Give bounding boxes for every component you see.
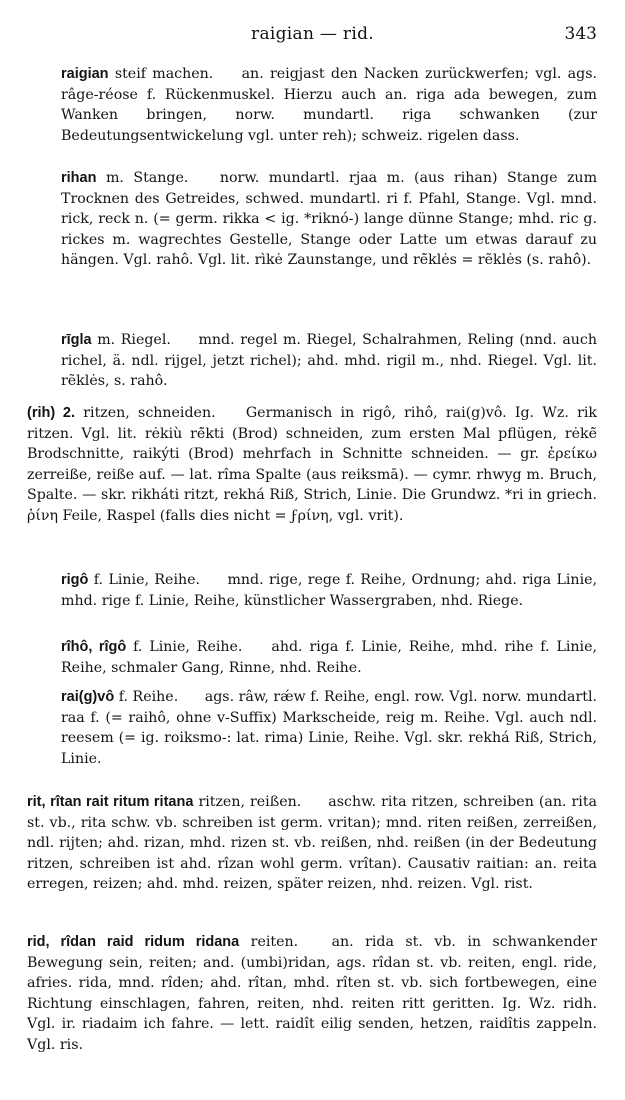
entry-gloss: steif machen. (114, 66, 214, 82)
running-head: raigian — rid. (251, 24, 374, 44)
entry-riho (61, 637, 597, 678)
entry-text: Germanisch in rigô, rihô, rai(g)vô. Ig. Wz. rik ritzen. Vgl. lit. rėkiù rė̃kti (Brod) schneiden, zum ersten Mal pflügen, rėkė̃ Brodschnitte, raikýti (Brod) mehrfach in Schnitte schneiden. — gr. ἐρείκω zerreiße, reiße auf. — lat. rîma Spalte (aus reiksmā). — cymr. rhwyg m. Bruch, Spalte. — skr. rikháti ritzt, rekhá Riß, Strich, Linie. Die Grundwz. *ri in griech. ῥίνη Feile, Raspel (falls dies nicht = ϝρίνη, vgl. vrit). (27, 405, 597, 524)
entry-lemma: rihan (61, 170, 97, 186)
entry-lemma: (rih) 2. (27, 405, 76, 421)
entry-gloss: m. Riegel. (97, 332, 171, 348)
entry-gloss: f. Linie, Reihe. (133, 639, 243, 655)
entry-gloss: f. Linie, Reihe. (93, 572, 201, 588)
entry-lemma: rīgla (61, 332, 92, 348)
entry-text: mnd. regel m. Riegel, Schalrahmen, Reling (nnd. auch richel, ä. ndl. rijgel, jetzt richel); ahd. mhd. rigil m., nhd. Riegel. Vgl. lit. rẽklės, s. rahô. (61, 332, 597, 390)
entry-text: mnd. rige, rege f. Reihe, Ordnung; ahd. riga Linie, mhd. rige f. Linie, Reihe, künstlicher Wassergraben, nhd. Riege. (61, 572, 598, 609)
entry-rih (27, 403, 597, 527)
entry-lemma: raigian (61, 66, 109, 82)
entry-raigian (61, 64, 597, 146)
entry-text: aschw. rita ritzen, schreiben (an. rita st. vb., rita schw. vb. schreiben ist germ. vritan); mnd. riten reißen, zerreißen, ndl. rijten; ahd. rizan, mhd. rizen st. vb. reißen, nhd. reißen (in der Bedeutung ritzen, schreiben ist ahd. rîzan wohl germ. vrîtan). Causativ raitian: an. reita erregen, reizen; ahd. mhd. reizen, später reizen, nhd. reizen. Vgl. rist. (27, 794, 597, 893)
entry-gloss: ritzen, schneiden. (83, 405, 216, 421)
entry-gloss: ritzen, reißen. (198, 794, 302, 810)
entry-gloss: m. Stange. (105, 170, 189, 186)
entry-lemma: rigô (61, 572, 89, 588)
entry-raigvo (61, 687, 597, 769)
entry-rihan (61, 168, 597, 271)
entry-text: ags. râw, rǽw f. Reihe, engl. row. Vgl. norw. mundartl. raa f. (= raihô, ohne v-Suffix) Markscheide, reig m. Reihe. Vgl. auch ndl. reesem (= ig. roiksmo-: lat. rima) Linie, Reihe. Vgl. skr. rekhá Riß, Strich, Linie. (61, 689, 597, 767)
page-header (0, 24, 625, 48)
entry-lemma: rai(g)vô (61, 689, 115, 705)
entry-rigla (61, 330, 597, 392)
entry-rigo (61, 570, 597, 611)
entry-lemma: rîhô, rîgô (61, 639, 127, 655)
entry-text: an. rida st. vb. in schwankender Bewegung sein, reiten; and. (umbi)ridan, ags. rîdan st. vb. reiten, engl. ride, afries. rida, mnd. rîden; ahd. rîtan, mhd. rîten st. vb. sich fortbewegen, eine Richtung einschlagen, fahren, reiten, nhd. reiten ritt geritten. Ig. Wz. ridh. Vgl. ir. riadaim ich fahre. — lett. raidît eilig senden, hetzen, raidîtis zappeln. Vgl. ris. (27, 934, 597, 1053)
entry-lemma: rid, rîdan raid ridum ridana (27, 934, 240, 950)
entry-text: norw. mundartl. rjaa m. (aus rihan) Stange zum Trocknen des Getreides, schwed. mundartl. ri f. Pfahl, Stange. Vgl. mnd. rick, reck n. (= germ. rikka < ig. *riknó-) lange dünne Stange; mhd. ric g. rickes m. wagrechtes Gestelle, Stange oder Latte um etwas darauf zu hängen. Vgl. rahô. Vgl. lit. rìkė Zaunstange, und rė̃klės = rẽklės (s. rahô). (61, 170, 598, 269)
entry-rit (27, 792, 597, 895)
entry-text: an. reigjast den Nacken zurückwerfen; vgl. ags. râge-réose f. Rückenmuskel. Hierzu auch an. riga ada bewegen, zum Wanken bringen, norw. mundartl. riga schwanken (zur Bedeutungsentwickelung vgl. unter reh); schweiz. rigelen dass. (61, 66, 597, 144)
entry-text: ahd. riga f. Linie, Reihe, mhd. rihe f. Linie, Reihe, schmaler Gang, Rinne, nhd. Reihe. (61, 639, 597, 676)
page-number: 343 (564, 24, 597, 44)
entry-gloss: f. Reihe. (118, 689, 179, 705)
entry-gloss: reiten. (250, 934, 299, 950)
entry-lemma: rit, rîtan rait ritum ritana (27, 794, 194, 810)
entry-rid (27, 932, 597, 1056)
